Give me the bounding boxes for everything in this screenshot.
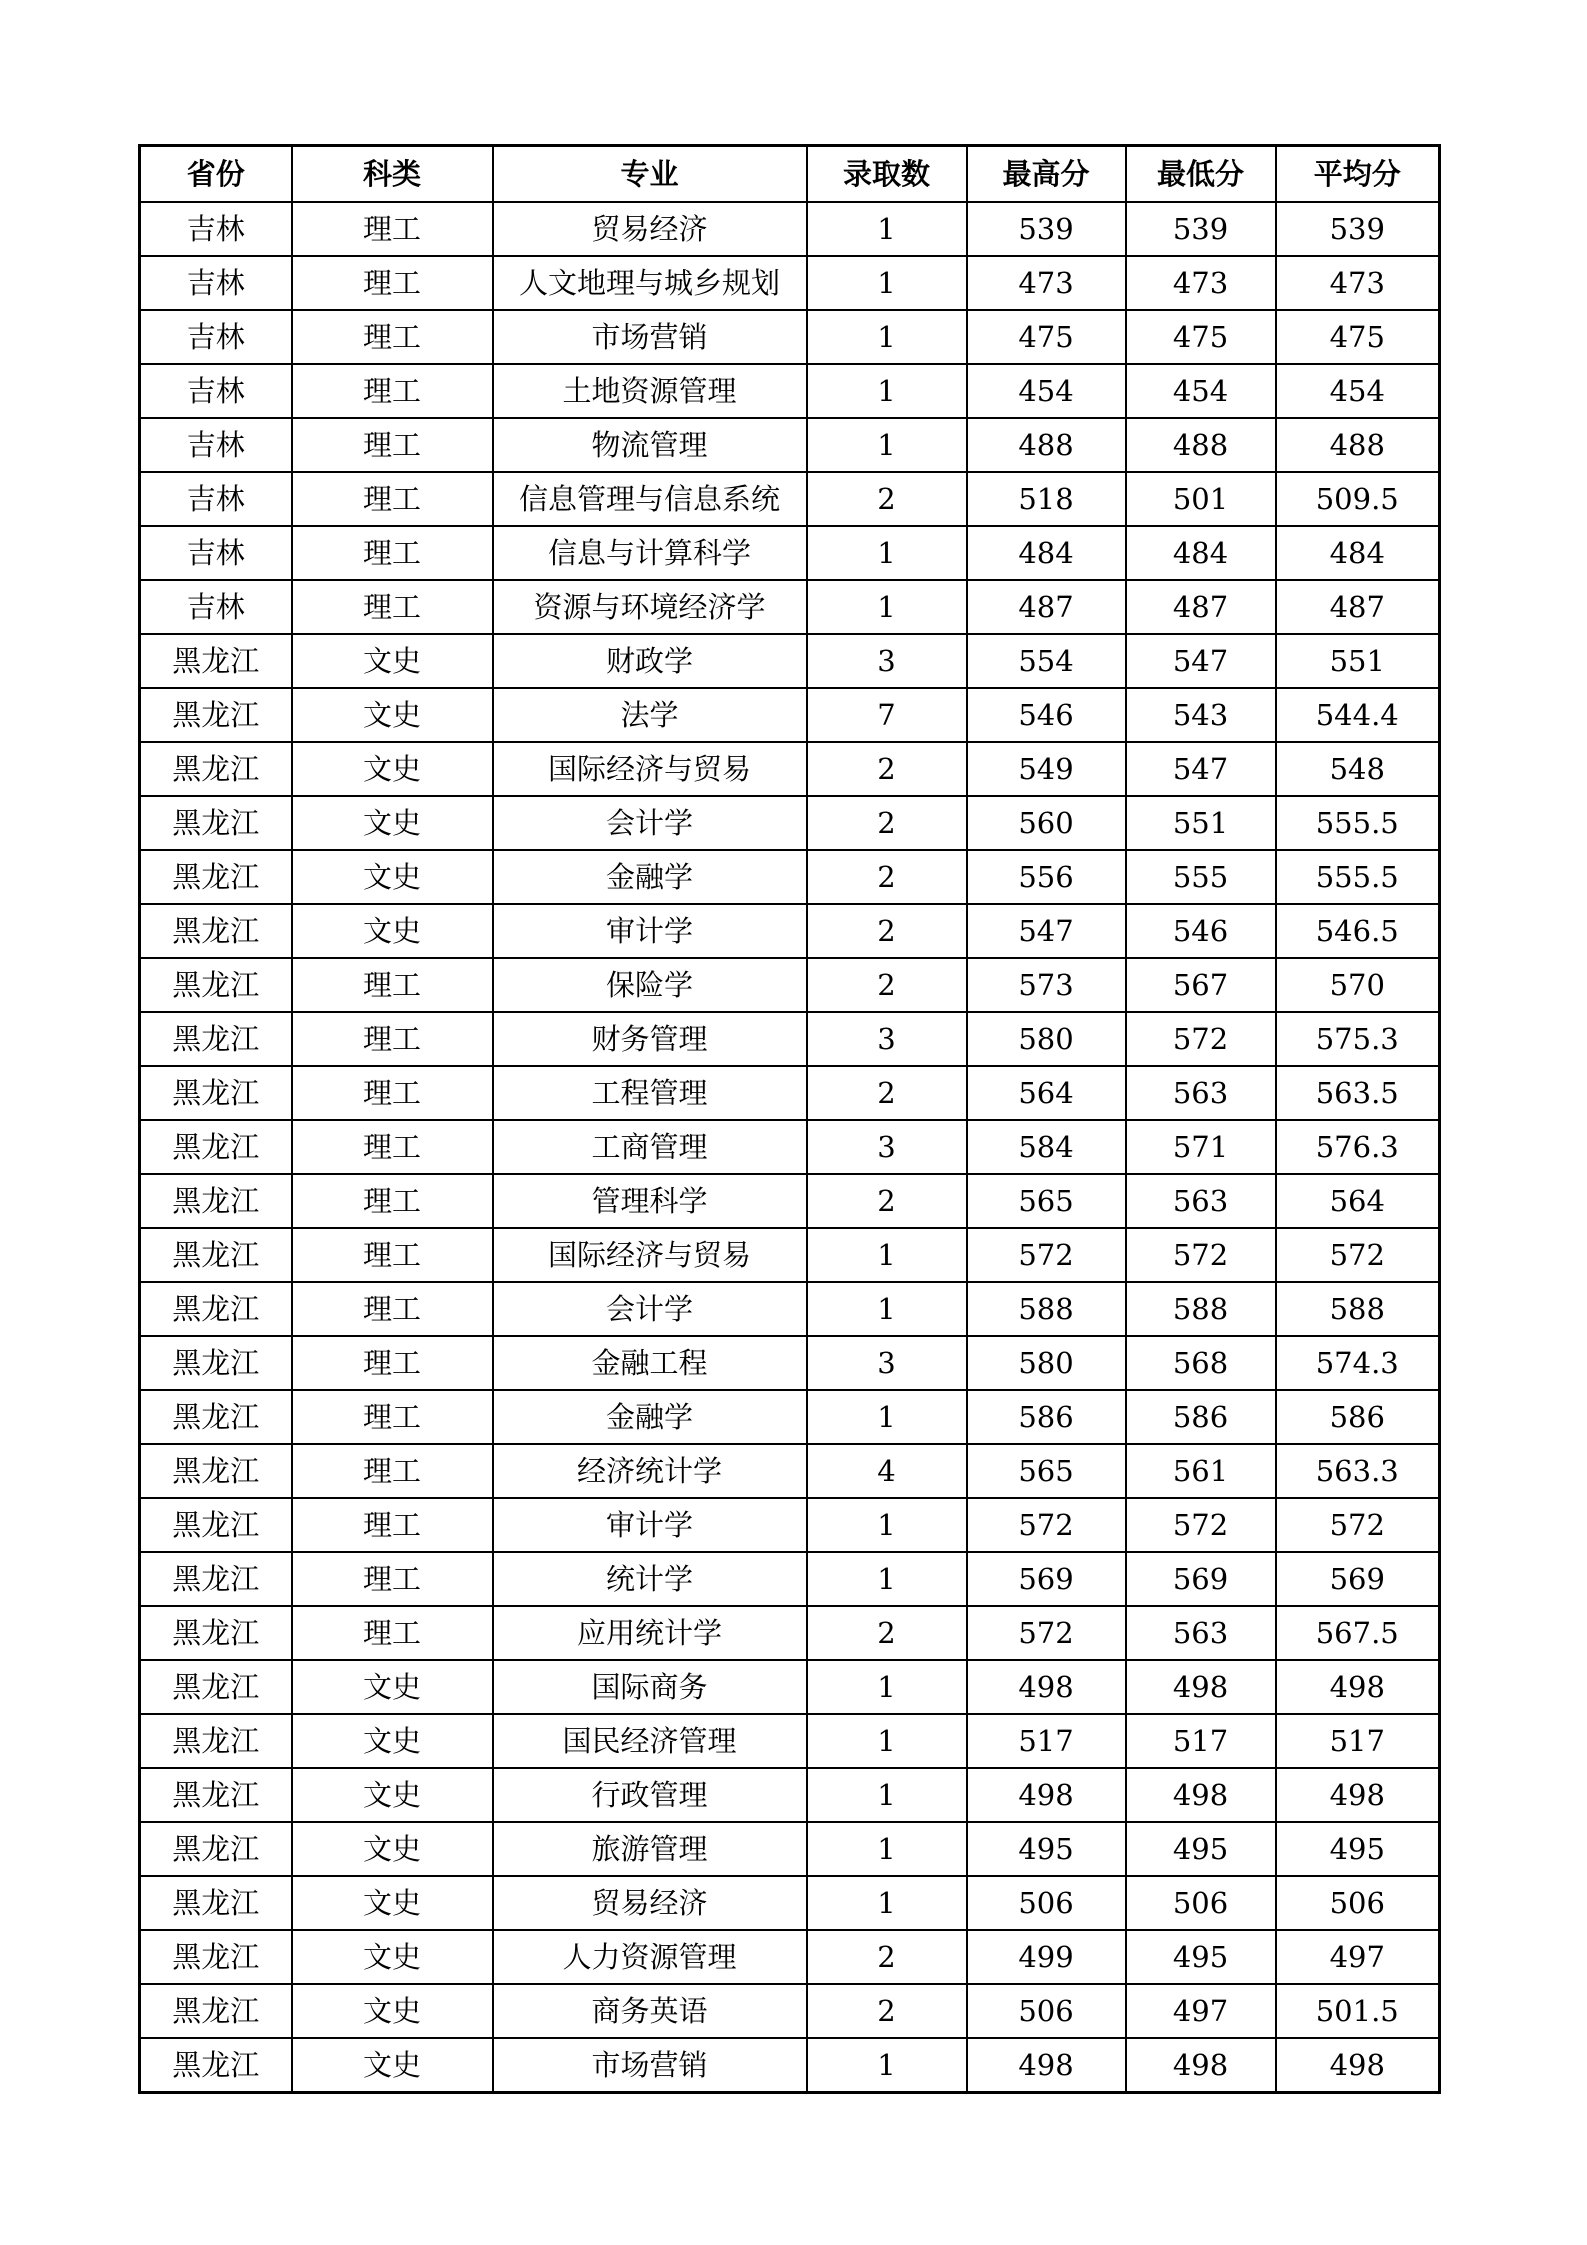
- cell-admitted-count: 1: [807, 310, 967, 364]
- cell-province: 黑龙江: [140, 1552, 292, 1606]
- cell-max-score: 572: [967, 1228, 1126, 1282]
- cell-avg-score: 570: [1276, 958, 1440, 1012]
- cell-category: 文史: [292, 1660, 493, 1714]
- cell-max-score: 506: [967, 1876, 1126, 1930]
- table-row: [140, 1552, 1440, 1606]
- cell-avg-score: 546.5: [1276, 904, 1440, 958]
- cell-max-score: 473: [967, 256, 1126, 310]
- table-row: [140, 364, 1440, 418]
- header-max-score: 最高分: [967, 146, 1126, 203]
- cell-province: 黑龙江: [140, 796, 292, 850]
- cell-province: 吉林: [140, 580, 292, 634]
- cell-admitted-count: 2: [807, 1930, 967, 1984]
- cell-min-score: 569: [1126, 1552, 1276, 1606]
- cell-major: 金融学: [493, 1390, 807, 1444]
- cell-max-score: 565: [967, 1444, 1126, 1498]
- cell-major: 金融学: [493, 850, 807, 904]
- cell-major: 国际经济与贸易: [493, 742, 807, 796]
- cell-admitted-count: 3: [807, 634, 967, 688]
- table-row: [140, 1768, 1440, 1822]
- table-row: [140, 1876, 1440, 1930]
- cell-category: 文史: [292, 634, 493, 688]
- cell-max-score: 556: [967, 850, 1126, 904]
- cell-admitted-count: 3: [807, 1120, 967, 1174]
- cell-avg-score: 576.3: [1276, 1120, 1440, 1174]
- cell-province: 黑龙江: [140, 1336, 292, 1390]
- cell-major: 信息与计算科学: [493, 526, 807, 580]
- cell-admitted-count: 1: [807, 1822, 967, 1876]
- table-body: [140, 202, 1440, 2093]
- cell-admitted-count: 2: [807, 1066, 967, 1120]
- cell-max-score: 518: [967, 472, 1126, 526]
- cell-min-score: 551: [1126, 796, 1276, 850]
- table-row: [140, 1120, 1440, 1174]
- cell-major: 商务英语: [493, 1984, 807, 2038]
- cell-avg-score: 548: [1276, 742, 1440, 796]
- cell-province: 黑龙江: [140, 688, 292, 742]
- cell-province: 吉林: [140, 364, 292, 418]
- header-avg-score: 平均分: [1276, 146, 1440, 203]
- cell-province: 黑龙江: [140, 634, 292, 688]
- table-row: [140, 1606, 1440, 1660]
- cell-max-score: 580: [967, 1336, 1126, 1390]
- cell-province: 吉林: [140, 310, 292, 364]
- cell-min-score: 561: [1126, 1444, 1276, 1498]
- cell-avg-score: 475: [1276, 310, 1440, 364]
- cell-admitted-count: 1: [807, 256, 967, 310]
- cell-admitted-count: 2: [807, 1174, 967, 1228]
- cell-min-score: 572: [1126, 1498, 1276, 1552]
- table-row: [140, 526, 1440, 580]
- cell-category: 文史: [292, 1768, 493, 1822]
- cell-min-score: 475: [1126, 310, 1276, 364]
- cell-min-score: 506: [1126, 1876, 1276, 1930]
- cell-province: 吉林: [140, 256, 292, 310]
- cell-avg-score: 539: [1276, 202, 1440, 256]
- cell-avg-score: 572: [1276, 1498, 1440, 1552]
- cell-admitted-count: 1: [807, 1552, 967, 1606]
- header-category: 科类: [292, 146, 493, 203]
- cell-province: 黑龙江: [140, 904, 292, 958]
- cell-major: 国际经济与贸易: [493, 1228, 807, 1282]
- table-row: [140, 958, 1440, 1012]
- cell-max-score: 565: [967, 1174, 1126, 1228]
- cell-admitted-count: 2: [807, 958, 967, 1012]
- cell-max-score: 586: [967, 1390, 1126, 1444]
- cell-category: 理工: [292, 1336, 493, 1390]
- cell-major: 法学: [493, 688, 807, 742]
- cell-major: 国民经济管理: [493, 1714, 807, 1768]
- cell-avg-score: 574.3: [1276, 1336, 1440, 1390]
- cell-min-score: 563: [1126, 1174, 1276, 1228]
- cell-avg-score: 555.5: [1276, 850, 1440, 904]
- cell-category: 文史: [292, 1984, 493, 2038]
- cell-avg-score: 498: [1276, 1768, 1440, 1822]
- cell-major: 会计学: [493, 1282, 807, 1336]
- cell-avg-score: 586: [1276, 1390, 1440, 1444]
- table-row: [140, 202, 1440, 256]
- cell-admitted-count: 1: [807, 202, 967, 256]
- cell-major: 市场营销: [493, 2038, 807, 2093]
- cell-admitted-count: 1: [807, 418, 967, 472]
- table-row: [140, 850, 1440, 904]
- cell-major: 贸易经济: [493, 202, 807, 256]
- table-row: [140, 1066, 1440, 1120]
- cell-min-score: 572: [1126, 1228, 1276, 1282]
- cell-min-score: 547: [1126, 742, 1276, 796]
- cell-major: 旅游管理: [493, 1822, 807, 1876]
- cell-category: 理工: [292, 1606, 493, 1660]
- cell-max-score: 588: [967, 1282, 1126, 1336]
- cell-category: 理工: [292, 1012, 493, 1066]
- cell-category: 理工: [292, 418, 493, 472]
- cell-major: 行政管理: [493, 1768, 807, 1822]
- cell-max-score: 454: [967, 364, 1126, 418]
- cell-admitted-count: 4: [807, 1444, 967, 1498]
- cell-avg-score: 495: [1276, 1822, 1440, 1876]
- cell-major: 国际商务: [493, 1660, 807, 1714]
- cell-max-score: 573: [967, 958, 1126, 1012]
- cell-min-score: 568: [1126, 1336, 1276, 1390]
- cell-admitted-count: 7: [807, 688, 967, 742]
- table-row: [140, 904, 1440, 958]
- table-header-row: [140, 146, 1440, 203]
- cell-province: 黑龙江: [140, 1228, 292, 1282]
- cell-category: 理工: [292, 256, 493, 310]
- cell-category: 文史: [292, 850, 493, 904]
- cell-avg-score: 569: [1276, 1552, 1440, 1606]
- cell-min-score: 498: [1126, 1768, 1276, 1822]
- cell-admitted-count: 2: [807, 850, 967, 904]
- cell-admitted-count: 1: [807, 1660, 967, 1714]
- cell-admitted-count: 1: [807, 526, 967, 580]
- cell-min-score: 495: [1126, 1930, 1276, 1984]
- cell-province: 黑龙江: [140, 850, 292, 904]
- cell-province: 黑龙江: [140, 1714, 292, 1768]
- cell-category: 理工: [292, 310, 493, 364]
- table-row: [140, 256, 1440, 310]
- cell-major: 物流管理: [493, 418, 807, 472]
- cell-province: 黑龙江: [140, 1876, 292, 1930]
- cell-min-score: 501: [1126, 472, 1276, 526]
- cell-category: 理工: [292, 1174, 493, 1228]
- cell-avg-score: 506: [1276, 1876, 1440, 1930]
- cell-avg-score: 572: [1276, 1228, 1440, 1282]
- cell-min-score: 454: [1126, 364, 1276, 418]
- cell-province: 黑龙江: [140, 1768, 292, 1822]
- cell-category: 文史: [292, 2038, 493, 2093]
- table-row: [140, 418, 1440, 472]
- cell-major: 信息管理与信息系统: [493, 472, 807, 526]
- cell-max-score: 547: [967, 904, 1126, 958]
- cell-min-score: 498: [1126, 1660, 1276, 1714]
- cell-min-score: 487: [1126, 580, 1276, 634]
- cell-major: 工程管理: [493, 1066, 807, 1120]
- cell-category: 理工: [292, 958, 493, 1012]
- cell-min-score: 563: [1126, 1606, 1276, 1660]
- cell-admitted-count: 2: [807, 1606, 967, 1660]
- cell-province: 吉林: [140, 526, 292, 580]
- cell-major: 审计学: [493, 1498, 807, 1552]
- cell-category: 理工: [292, 472, 493, 526]
- cell-max-score: 572: [967, 1498, 1126, 1552]
- cell-max-score: 546: [967, 688, 1126, 742]
- cell-category: 文史: [292, 1822, 493, 1876]
- cell-admitted-count: 1: [807, 1714, 967, 1768]
- cell-category: 理工: [292, 580, 493, 634]
- cell-max-score: 584: [967, 1120, 1126, 1174]
- table-row: [140, 1714, 1440, 1768]
- cell-admitted-count: 2: [807, 1984, 967, 2038]
- cell-avg-score: 501.5: [1276, 1984, 1440, 2038]
- cell-max-score: 495: [967, 1822, 1126, 1876]
- cell-admitted-count: 1: [807, 1390, 967, 1444]
- header-major: 专业: [493, 146, 807, 203]
- cell-admitted-count: 1: [807, 1228, 967, 1282]
- cell-major: 土地资源管理: [493, 364, 807, 418]
- cell-min-score: 498: [1126, 2038, 1276, 2093]
- cell-max-score: 506: [967, 1984, 1126, 2038]
- cell-category: 文史: [292, 688, 493, 742]
- cell-major: 审计学: [493, 904, 807, 958]
- cell-avg-score: 575.3: [1276, 1012, 1440, 1066]
- cell-major: 保险学: [493, 958, 807, 1012]
- header-province: 省份: [140, 146, 292, 203]
- cell-province: 黑龙江: [140, 1660, 292, 1714]
- cell-province: 黑龙江: [140, 1012, 292, 1066]
- cell-admitted-count: 1: [807, 1876, 967, 1930]
- cell-max-score: 560: [967, 796, 1126, 850]
- cell-avg-score: 544.4: [1276, 688, 1440, 742]
- cell-max-score: 554: [967, 634, 1126, 688]
- cell-major: 工商管理: [493, 1120, 807, 1174]
- cell-category: 理工: [292, 1390, 493, 1444]
- cell-min-score: 546: [1126, 904, 1276, 958]
- cell-max-score: 580: [967, 1012, 1126, 1066]
- cell-max-score: 498: [967, 1660, 1126, 1714]
- cell-category: 理工: [292, 364, 493, 418]
- cell-max-score: 569: [967, 1552, 1126, 1606]
- admission-score-table: [138, 144, 1441, 2094]
- cell-avg-score: 497: [1276, 1930, 1440, 1984]
- cell-admitted-count: 1: [807, 1282, 967, 1336]
- cell-max-score: 488: [967, 418, 1126, 472]
- cell-avg-score: 473: [1276, 256, 1440, 310]
- table-row: [140, 1390, 1440, 1444]
- cell-min-score: 563: [1126, 1066, 1276, 1120]
- cell-avg-score: 563.3: [1276, 1444, 1440, 1498]
- cell-province: 黑龙江: [140, 1498, 292, 1552]
- cell-major: 资源与环境经济学: [493, 580, 807, 634]
- cell-province: 黑龙江: [140, 1120, 292, 1174]
- cell-max-score: 517: [967, 1714, 1126, 1768]
- table-row: [140, 580, 1440, 634]
- cell-category: 理工: [292, 1444, 493, 1498]
- cell-province: 黑龙江: [140, 1930, 292, 1984]
- table-row: [140, 1444, 1440, 1498]
- cell-admitted-count: 1: [807, 2038, 967, 2093]
- cell-major: 应用统计学: [493, 1606, 807, 1660]
- cell-major: 贸易经济: [493, 1876, 807, 1930]
- cell-max-score: 484: [967, 526, 1126, 580]
- cell-avg-score: 487: [1276, 580, 1440, 634]
- cell-min-score: 555: [1126, 850, 1276, 904]
- cell-admitted-count: 1: [807, 580, 967, 634]
- cell-min-score: 572: [1126, 1012, 1276, 1066]
- table-row: [140, 1984, 1440, 2038]
- cell-major: 人文地理与城乡规划: [493, 256, 807, 310]
- cell-min-score: 539: [1126, 202, 1276, 256]
- cell-province: 黑龙江: [140, 958, 292, 1012]
- cell-avg-score: 454: [1276, 364, 1440, 418]
- cell-max-score: 498: [967, 1768, 1126, 1822]
- cell-category: 理工: [292, 202, 493, 256]
- cell-province: 吉林: [140, 472, 292, 526]
- cell-category: 理工: [292, 1066, 493, 1120]
- cell-min-score: 484: [1126, 526, 1276, 580]
- cell-province: 黑龙江: [140, 1444, 292, 1498]
- cell-max-score: 487: [967, 580, 1126, 634]
- cell-major: 管理科学: [493, 1174, 807, 1228]
- cell-major: 人力资源管理: [493, 1930, 807, 1984]
- cell-category: 理工: [292, 1282, 493, 1336]
- cell-avg-score: 498: [1276, 1660, 1440, 1714]
- cell-province: 黑龙江: [140, 1606, 292, 1660]
- cell-category: 文史: [292, 1930, 493, 1984]
- table-row: [140, 2038, 1440, 2093]
- table-row: [140, 688, 1440, 742]
- cell-admitted-count: 1: [807, 1768, 967, 1822]
- cell-admitted-count: 2: [807, 796, 967, 850]
- header-admitted-count: 录取数: [807, 146, 967, 203]
- table-row: [140, 1336, 1440, 1390]
- cell-avg-score: 509.5: [1276, 472, 1440, 526]
- cell-province: 吉林: [140, 418, 292, 472]
- cell-max-score: 564: [967, 1066, 1126, 1120]
- cell-province: 黑龙江: [140, 1174, 292, 1228]
- cell-major: 会计学: [493, 796, 807, 850]
- cell-max-score: 572: [967, 1606, 1126, 1660]
- cell-max-score: 498: [967, 2038, 1126, 2093]
- cell-category: 理工: [292, 1120, 493, 1174]
- table-row: [140, 310, 1440, 364]
- cell-category: 理工: [292, 526, 493, 580]
- cell-min-score: 497: [1126, 1984, 1276, 2038]
- cell-major: 经济统计学: [493, 1444, 807, 1498]
- cell-min-score: 517: [1126, 1714, 1276, 1768]
- cell-avg-score: 564: [1276, 1174, 1440, 1228]
- cell-major: 统计学: [493, 1552, 807, 1606]
- table-row: [140, 1228, 1440, 1282]
- cell-admitted-count: 2: [807, 472, 967, 526]
- cell-category: 理工: [292, 1498, 493, 1552]
- cell-avg-score: 551: [1276, 634, 1440, 688]
- table-row: [140, 1822, 1440, 1876]
- cell-category: 文史: [292, 1714, 493, 1768]
- table-row: [140, 1282, 1440, 1336]
- cell-min-score: 473: [1126, 256, 1276, 310]
- cell-max-score: 539: [967, 202, 1126, 256]
- cell-province: 黑龙江: [140, 2038, 292, 2093]
- cell-min-score: 488: [1126, 418, 1276, 472]
- cell-admitted-count: 3: [807, 1336, 967, 1390]
- cell-category: 文史: [292, 904, 493, 958]
- cell-min-score: 571: [1126, 1120, 1276, 1174]
- cell-avg-score: 498: [1276, 2038, 1440, 2093]
- cell-max-score: 499: [967, 1930, 1126, 1984]
- table-row: [140, 796, 1440, 850]
- cell-min-score: 547: [1126, 634, 1276, 688]
- cell-admitted-count: 2: [807, 742, 967, 796]
- cell-province: 黑龙江: [140, 1984, 292, 2038]
- cell-avg-score: 555.5: [1276, 796, 1440, 850]
- cell-province: 黑龙江: [140, 1390, 292, 1444]
- cell-major: 金融工程: [493, 1336, 807, 1390]
- cell-min-score: 586: [1126, 1390, 1276, 1444]
- header-min-score: 最低分: [1126, 146, 1276, 203]
- cell-category: 文史: [292, 1876, 493, 1930]
- cell-province: 黑龙江: [140, 742, 292, 796]
- cell-min-score: 495: [1126, 1822, 1276, 1876]
- table-row: [140, 634, 1440, 688]
- cell-major: 财政学: [493, 634, 807, 688]
- cell-avg-score: 563.5: [1276, 1066, 1440, 1120]
- cell-province: 黑龙江: [140, 1822, 292, 1876]
- table-row: [140, 1498, 1440, 1552]
- cell-avg-score: 484: [1276, 526, 1440, 580]
- cell-major: 市场营销: [493, 310, 807, 364]
- cell-category: 理工: [292, 1552, 493, 1606]
- cell-avg-score: 588: [1276, 1282, 1440, 1336]
- table-row: [140, 1660, 1440, 1714]
- table-row: [140, 1012, 1440, 1066]
- cell-category: 文史: [292, 796, 493, 850]
- cell-avg-score: 567.5: [1276, 1606, 1440, 1660]
- cell-admitted-count: 2: [807, 904, 967, 958]
- table-row: [140, 742, 1440, 796]
- cell-admitted-count: 1: [807, 1498, 967, 1552]
- cell-min-score: 567: [1126, 958, 1276, 1012]
- cell-max-score: 549: [967, 742, 1126, 796]
- table-row: [140, 472, 1440, 526]
- cell-max-score: 475: [967, 310, 1126, 364]
- cell-major: 财务管理: [493, 1012, 807, 1066]
- cell-province: 黑龙江: [140, 1282, 292, 1336]
- cell-province: 吉林: [140, 202, 292, 256]
- cell-category: 理工: [292, 1228, 493, 1282]
- cell-avg-score: 517: [1276, 1714, 1440, 1768]
- table-row: [140, 1174, 1440, 1228]
- table-row: [140, 1930, 1440, 1984]
- cell-province: 黑龙江: [140, 1066, 292, 1120]
- cell-min-score: 588: [1126, 1282, 1276, 1336]
- cell-avg-score: 488: [1276, 418, 1440, 472]
- cell-admitted-count: 3: [807, 1012, 967, 1066]
- cell-admitted-count: 1: [807, 364, 967, 418]
- cell-min-score: 543: [1126, 688, 1276, 742]
- cell-category: 文史: [292, 742, 493, 796]
